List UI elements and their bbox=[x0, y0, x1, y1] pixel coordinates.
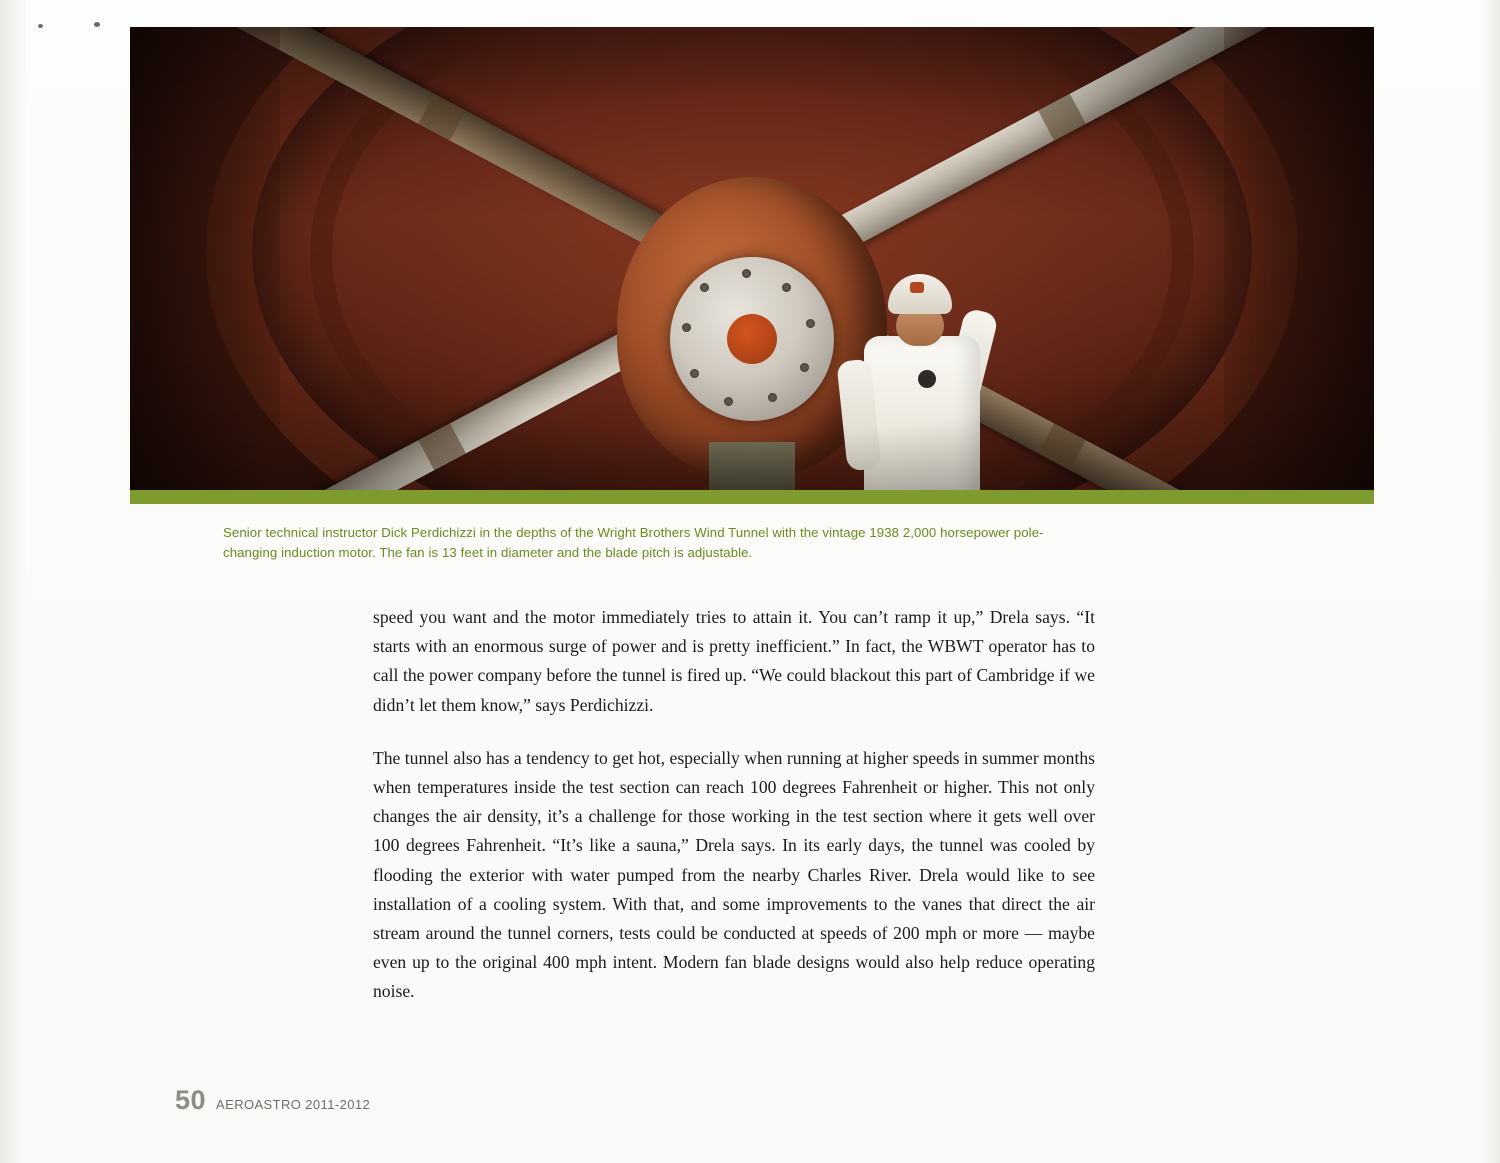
page-footer bbox=[175, 1085, 370, 1116]
page-right-edge bbox=[1482, 0, 1500, 1163]
body-paragraph: The tunnel also has a tendency to get hot, especially when running at higher speeds in summer months when temperatures inside the test section can reach 100 degrees Fahrenheit or higher. This not only changes the air density, it’s a challenge for those working in the test section where it gets well over 100 degrees Fahrenheit. “It’s like a sauna,” Drela says. In its early days, the tunnel was cooled by flooding the exterior with water pumped from the nearby Charles River. Drela would like to see installation of a cooling system. With that, and some improvements to the vanes that direct the air stream around the tunnel corners, tests could be conducted at speeds of 200 mph or more — maybe even up to the original 400 mph intent. Modern fan blade designs would also help reduce operating noise. bbox=[373, 747, 1095, 1002]
wind-tunnel-photo bbox=[130, 27, 1374, 504]
scan-speck bbox=[94, 22, 100, 27]
body-text-column bbox=[373, 603, 1095, 1007]
body-paragraph: speed you want and the motor immediately tries to attain it. You can’t ramp it up,” Drela says. “It starts with an enormous surge of power and is pretty inefficient.” In fact, the WBWT operator has to call the power company before the tunnel is fired up. “We could blackout this part of Cambridge if we didn’t let them know,” says Perdichizzi. bbox=[373, 607, 1095, 715]
page-number: 50 bbox=[175, 1085, 207, 1115]
photo-background bbox=[130, 27, 1374, 504]
scan-gutter bbox=[0, 0, 26, 1163]
accent-band bbox=[130, 490, 1374, 504]
photo-caption: Senior technical instructor Dick Perdichizzi in the depths of the Wright Brothers Wind Tunnel with the vintage 1938 2,000 horsepower pole-changing induction motor. The fan is 13 feet in diameter and the blade pitch is adjustable. bbox=[223, 525, 1044, 561]
photo-vignette bbox=[130, 27, 1374, 504]
publication-label: AEROASTRO 2011-2012 bbox=[216, 1097, 371, 1112]
scan-speck bbox=[38, 24, 43, 28]
